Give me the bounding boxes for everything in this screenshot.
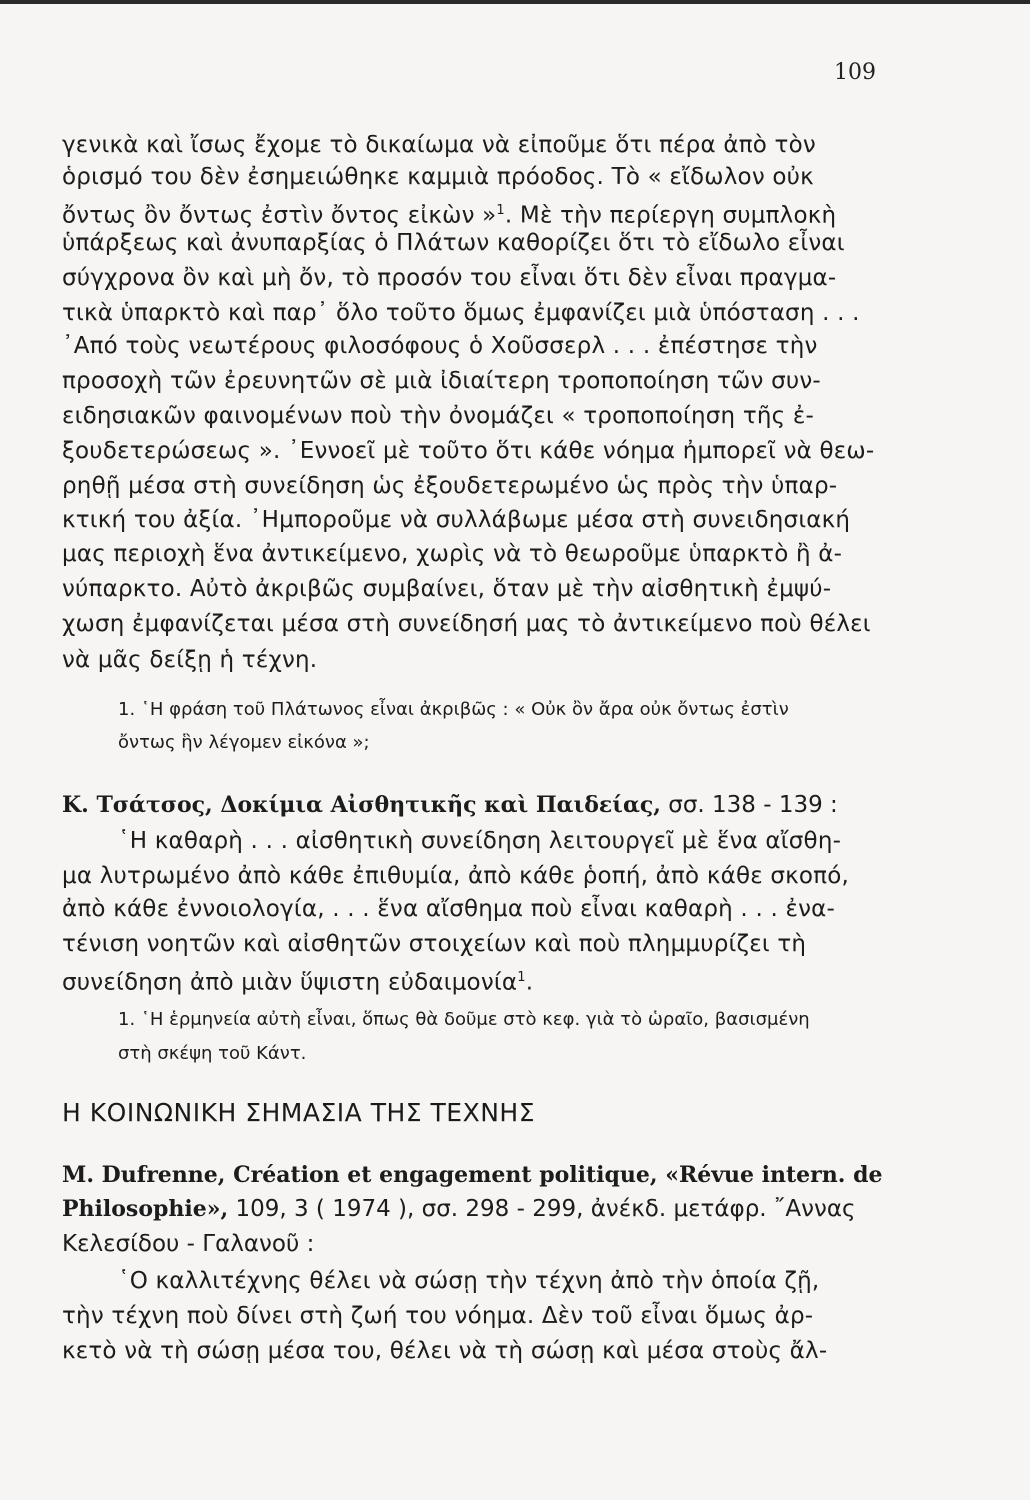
paragraph-line: σύγχρονα ὂν καὶ μὴ ὄν, τὸ προσόν του εἶναι ὅτι δὲν εἶναι πραγμα- <box>62 265 837 291</box>
page-top-edge <box>0 0 1030 4</box>
paragraph-line: ᾽Από τοὺς νεωτέρους φιλοσόφους ὁ Χοῦσσερλ . . . ἐπέστησε τὴν <box>62 333 818 359</box>
paragraph-line: προσοχὴ τῶν ἐρευνητῶν σὲ μιὰ ἰδιαίτερη τροποποίηση τῶν συν- <box>62 368 821 394</box>
paragraph-line: ειδησιακῶν φαινομένων ποὺ τὴν ὀνομάζει « τροποποίηση τῆς ἐ- <box>62 403 814 429</box>
paragraph-line: χωση ἐμφανίζεται μέσα στὴ συνείδησή μας τὸ ἀντικείμενο ποὺ θέλει <box>62 611 871 637</box>
footnote-line: στὴ σκέψη τοῦ Κάντ. <box>118 1043 307 1064</box>
paragraph-line: νὰ μᾶς δείξῃ ἡ τέχνη. <box>62 647 318 673</box>
paragraph-line: γενικὰ καὶ ἴσως ἔχομε τὸ δικαίωμα νὰ εἰποῦμε ὅτι πέρα ἀπὸ τὸν <box>62 132 816 158</box>
paragraph-line: ὑπάρξεως καὶ ἀνυπαρξίας ὁ Πλάτων καθορίζει ὅτι τὸ εἴδωλο εἶναι <box>62 230 845 256</box>
reference-line <box>62 1160 882 1190</box>
reference-bold-text: M. Dufrenne, Création et engagement politique, «Révue intern. de <box>62 1162 883 1188</box>
paragraph-line <box>62 963 912 998</box>
reference-line <box>62 1194 856 1224</box>
paragraph-line: ἀπὸ κάθε ἐννοιολογία, . . . ἕνα αἴσθημα ποὺ εἶναι καθαρὴ . . . ἐνα- <box>62 896 836 922</box>
reference-bold-text: Philosophie», <box>62 1196 229 1222</box>
paragraph-line: μα λυτρωμένο ἀπὸ κάθε ἐπιθυμία, ἀπὸ κάθε ῥοπή, ἀπὸ κάθε σκοπό, <box>62 863 849 889</box>
quote-text: ὄντως ὂν ὄντως ἐστὶν ὄντος εἰκὼν » <box>62 202 497 229</box>
paragraph-line: ρηθῇ μέσα στὴ συνείδηση ὡς ἐξουδετερωμένο ὡς πρὸς τὴν ὑπαρ- <box>62 473 838 499</box>
paragraph-line: μας περιοχὴ ἕνα ἀντικείμενο, χωρὶς νὰ τὸ θεωροῦμε ὑπαρκτὸ ἢ ἀ- <box>62 541 843 567</box>
line-end: . <box>525 969 534 996</box>
section-heading: Η ΚΟΙΝΩΝΙΚΗ ΣΗΜΑΣΙΑ ΤΗΣ ΤΕΧΝΗΣ <box>62 1098 535 1127</box>
line-text: συνείδηση ἀπὸ μιὰν ὕψιστη εὐδαιμονία <box>62 969 518 996</box>
paragraph-line: τικὰ ὑπαρκτὸ καὶ παρ᾽ ὅλο τοῦτο ὅμως ἐμφανίζει μιὰ ὑπόσταση . . . <box>62 300 860 326</box>
paragraph-line: νύπαρκτο. Αὐτὸ ἀκριβῶς συμβαίνει, ὅταν μὲ τὴν αἰσθητικὴ ἐμψύ- <box>62 576 832 602</box>
paragraph-line: ῾Ο καλλιτέχνης θέλει νὰ σώσῃ τὴν τέχνη ἀπὸ τὴν ὁποία ζῇ, <box>118 1268 820 1294</box>
bibliographic-reference-1 <box>62 790 838 820</box>
paragraph-line: ξουδετερώσεως ». ᾽Εννοεῖ μὲ τοῦτο ὅτι κάθε νόημα ἠμπορεῖ νὰ θεω- <box>62 438 875 464</box>
line-tail: . Μὲ τὴν περίεργη συμπλοκὴ <box>504 202 837 229</box>
paragraph-line: ὁρισμό του δὲν ἐσημειώθηκε καμμιὰ πρόοδος. Τὸ « εἴδωλον οὐκ <box>62 164 814 190</box>
page-number: 109 <box>834 60 876 85</box>
paragraph-line: ῾Η καθαρὴ . . . αἰσθητικὴ συνείδηση λειτουργεῖ μὲ ἕνα αἴσθη- <box>118 828 842 854</box>
footnote-line: 1. ῾Η φράση τοῦ Πλάτωνος εἶναι ἀκριβῶς : « Οὐκ ὂν ἄρα οὐκ ὄντως ἐστὶν <box>118 699 789 720</box>
paragraph-line: τένιση νοητῶν καὶ αἰσθητῶν στοιχείων καὶ ποὺ πλημμυρίζει τὴ <box>62 931 807 957</box>
reference-details: 109, 3 ( 1974 ), σσ. 298 - 299, ἀνέκδ. μετάφρ. ῎Αννας <box>228 1196 856 1222</box>
reference-pages: σσ. 138 - 139 : <box>660 792 838 818</box>
footnote-line: 1. ῾Η ἑρμηνεία αὐτὴ εἶναι, ὅπως θὰ δοῦμε στὸ κεφ. γιὰ τὸ ὡραῖο, βασισμένη <box>118 1009 810 1030</box>
paragraph-line: τὴν τέχνη ποὺ δίνει στὴ ζωή του νόημα. Δὲν τοῦ εἶναι ὅμως ἀρ- <box>62 1303 814 1329</box>
reference-line: Κελεσίδου - Γαλανοῦ : <box>62 1231 315 1257</box>
paragraph-line <box>62 196 912 231</box>
footnote-line: ὄντως ἣν λέγομεν εἰκόνα »; <box>118 732 370 753</box>
reference-author-title: Κ. Τσάτσος, Δοκίμια Αἰσθητικῆς καὶ Παιδείας, <box>62 792 661 818</box>
paragraph-line: κετὸ νὰ τὴ σώσῃ μέσα του, θέλει νὰ τὴ σώσῃ καὶ μέσα στοὺς ἄλ- <box>62 1338 828 1364</box>
footnote-marker: 1 <box>496 203 505 218</box>
paragraph-line: κτική του ἀξία. ᾽Ημποροῦμε νὰ συλλάβωμε μέσα στὴ συνειδησιακή <box>62 507 851 533</box>
footnote-marker: 1 <box>517 970 526 985</box>
